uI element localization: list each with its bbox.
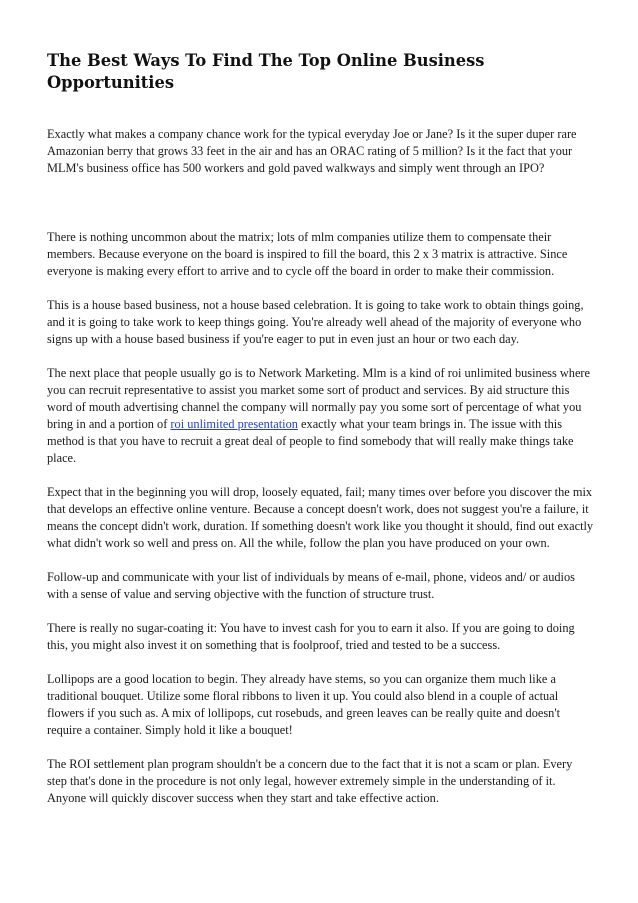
paragraph-1: Exactly what makes a company chance work for the typical everyday Joe or Jane? Is it the super duper rare Amazonian berry that grows 33 feet in the air and has an ORAC rating of 5 million? Is it the fact that your MLM's business office has 500 workers and gold paved walkways and simply went through an IPO?: [47, 127, 577, 175]
paragraph-3: This is a house based business, not a house based celebration. It is going to take work to obtain things going, and it is going to take work to keep things going. You're already well ahead of the majority of everyone who signs up with a house based business if you're eager to put in even just an hour or two each day.: [47, 298, 584, 346]
paragraph-5: Expect that in the beginning you will drop, loosely equated, fail; many times over before you discover the mix that develops an effective online venture. Because a concept doesn't work, does not suggest you're a failure, it means the concept didn't work, duration. If something doesn't work like you thought it should, find out exactly what didn't work so well and press on. All the while, follow the plan you have produced on your own.: [47, 485, 594, 550]
paragraph-4-text-before: The next place that people usually go is to Network Marketing. Mlm is a kind of roi unlimited business where you can recruit representative to assist you market some sort of product and services. By aid structure this word of mouth advertising channel the company will normally pay you some sort of percentage of what you bring in and a portion of: [47, 366, 591, 431]
paragraph-4-text-after: exactly what your team brings in. The issue with this method is that you have to recruit a great deal of people to find somebody that will really make things take place.: [47, 417, 574, 465]
paragraph-9: The ROI settlement plan program shouldn't be a concern due to the fact that it is not a scam or plan. Every step that's done in the procedure is not only legal, however extremely simple in the understanding of it. Anyone will quickly discover success when they start and take effective action.: [47, 757, 573, 805]
paragraph-6: Follow-up and communicate with your list of individuals by means of e-mail, phone, videos and/ or audios with a sense of value and serving objective with the function of structure trust.: [47, 570, 575, 601]
page-title: The Best Ways To Find The Top Online Business Opportunities: [47, 51, 485, 92]
document-page: [47, 50, 595, 807]
paragraph-4: [47, 365, 595, 467]
paragraph-8: Lollipops are a good location to begin. They already have stems, so you can organize them much like a traditional bouquet. Utilize some floral ribbons to liven it up. You could also blend in a couple of actual flowers if you such as. A mix of lollipops, cut rosebuds, and green leaves can be really quite and doesn't require a container. Simply hold it like a bouquet!: [47, 672, 560, 737]
paragraph-7: There is really no sugar-coating it: You have to invest cash for you to earn it also. If you are going to doing this, you might also invest it on something that is foolproof, tried and tested to be a success.: [47, 621, 575, 652]
paragraph-2: There is nothing uncommon about the matrix; lots of mlm companies utilize them to compensate their members. Because everyone on the board is inspired to fill the board, this 2 x 3 matrix is attractive. Since everyone is making every effort to arrive and to cycle off the board in order to make their commission.: [47, 230, 568, 278]
roi-unlimited-presentation-link[interactable]: roi unlimited presentation: [170, 417, 298, 431]
